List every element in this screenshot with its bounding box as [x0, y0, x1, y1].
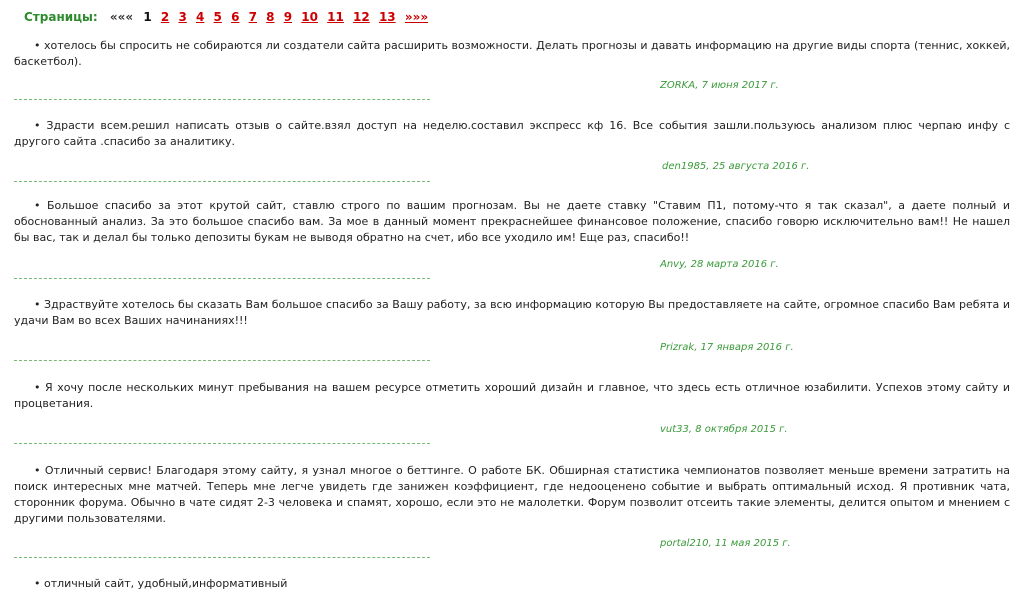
review-signature: portal210, 11 мая 2015 г. — [660, 538, 791, 549]
review-text: • Здрасти всем.решил написать отзыв о сайте.взял доступ на неделю.составил экспресс кф 16. Все события зашли.пользуюсь анализом плюс черпаю инфу с другого сайта .спасибо за аналитику. — [14, 119, 1010, 148]
review-divider — [14, 557, 430, 558]
pagination — [24, 9, 433, 25]
pagination-page-link[interactable]: 6 — [231, 10, 240, 24]
review-signature: den1985, 25 августа 2016 г. — [662, 161, 810, 172]
review-divider — [14, 360, 430, 361]
review-text: • Отличный сервис! Благодаря этому сайту, я узнал многое о беттинге. О работе БК. Обширная статистика чемпионатов позволяет меньше времени затратить на поиск интересных мне матчей. Теперь мне легче увидеть где занижен коэффициент, где недооценено событие и выбрать оптимальный исход. Я противник чата, сторонник форума. Обычно в чате сидят 2-3 человека и спамят, хорошо, если это не малолетки. Форум позволит отсеить такие элементы, делится опытом и мнением с другими пользователями. — [14, 464, 1010, 525]
pagination-page-link[interactable]: 10 — [301, 10, 318, 24]
pagination-page-link[interactable]: 8 — [266, 10, 275, 24]
review-divider — [14, 181, 430, 182]
pagination-prev-link[interactable]: ««« — [109, 10, 134, 24]
review-text: • отличный сайт, удобный,информативный — [34, 577, 288, 590]
pagination-page-link[interactable]: 13 — [378, 10, 396, 24]
review-signature: Anvy, 28 марта 2016 г. — [660, 259, 779, 270]
pagination-current-page: 1 — [143, 10, 152, 24]
review-signature: Prizrak, 17 января 2016 г. — [660, 342, 794, 353]
pagination-page-link[interactable]: 11 — [327, 10, 344, 24]
review-divider — [14, 278, 430, 279]
pagination-page-link[interactable]: 12 — [353, 10, 370, 24]
pagination-page-link[interactable]: 3 — [178, 10, 187, 24]
review-text: • Здраствуйте хотелось бы сказать Вам большое спасибо за Вашу работу, за всю информацию которую Вы предоставляете на сайте, огромное спасибо Вам ребята и удачи Вам во всех Ваших начинаниях!!! — [14, 298, 1010, 327]
review-divider — [14, 99, 430, 100]
review-text: • Большое спасибо за этот крутой сайт, ставлю строго по вашим прогнозам. Вы не даете ставку "Ставим П1, потому-что я так сказал", а даете полный и обоснованный анализ. За это большое спасибо вам. За мое в данный момент прекраснейшее финансовое положение, спасибо говорю исключительно вам!! Не нашел бы вас, так и делал бы только депозиты букам не выводя обратно на счет, ибо все уходило им! Еще раз, спасибо!! — [14, 199, 1010, 244]
pagination-next-link[interactable]: »»» — [404, 10, 429, 24]
review-text: • Я хочу после нескольких минут пребывания на вашем ресурсе отметить хороший дизайн и главное, что здесь есть отличное юзабилити. Успехов этому сайту и процветания. — [14, 381, 1010, 410]
review-signature: ZORKA, 7 июня 2017 г. — [660, 80, 779, 91]
review-divider — [14, 443, 430, 444]
pagination-page-link[interactable]: 5 — [213, 10, 222, 24]
review-text: • хотелось бы спросить не собираются ли создатели сайта расширить возможности. Делать прогнозы и давать информацию на другие виды спорта (теннис, хоккей, баскетбол). — [14, 39, 1010, 68]
review-signature: vut33, 8 октября 2015 г. — [660, 424, 788, 435]
pagination-page-link[interactable]: 4 — [195, 10, 205, 24]
pagination-page-link[interactable]: 2 — [160, 10, 170, 24]
pagination-page-link[interactable]: 7 — [248, 10, 257, 24]
pagination-page-link[interactable]: 9 — [283, 10, 293, 24]
pagination-label: Страницы: — [24, 10, 98, 24]
